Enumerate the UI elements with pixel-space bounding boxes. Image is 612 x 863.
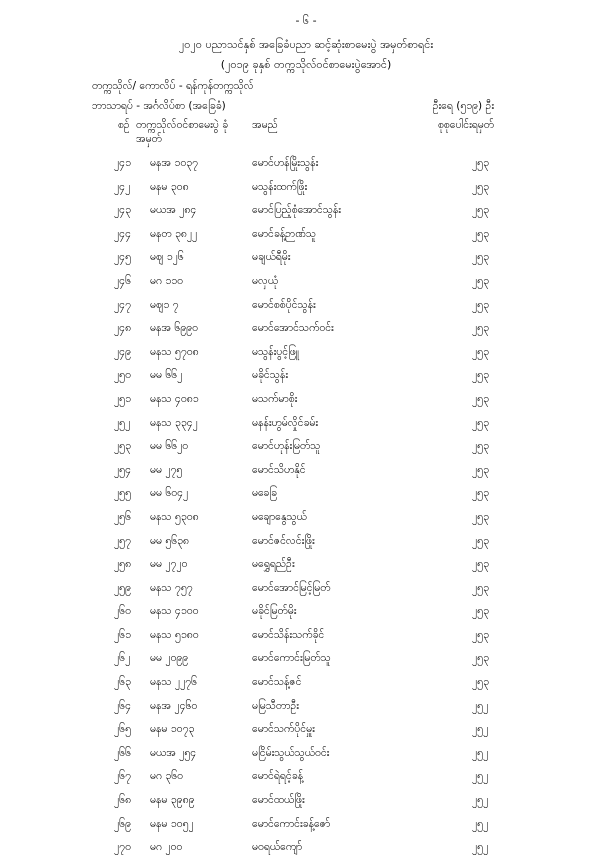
row-name: မောင်ကောင်းခန့်ဇော်: [252, 817, 331, 830]
row-serial: ၂၅၁: [114, 392, 131, 405]
row-name: မခိုင်သွန်း: [252, 369, 288, 382]
table-row: [0, 839, 612, 863]
row-total-marks: ၂၅၃: [472, 227, 489, 240]
table-row: [0, 721, 612, 745]
row-serial: ၂၄၇: [114, 298, 131, 311]
row-roll-number: မနမ ၁၀၅၂: [150, 817, 194, 830]
table-row: [0, 485, 612, 509]
table-row: [0, 273, 612, 297]
row-roll-number: မနသ ၅၃၀၈: [150, 510, 199, 523]
table-row: [0, 344, 612, 368]
row-serial: ၂၇၀: [114, 841, 131, 854]
row-name: မောင်ပြည့်စုံအောင်သွန်း: [252, 204, 341, 217]
row-name: မောင်ထယ်ဖြိုး: [252, 794, 305, 807]
document-subtitle: (၂၀၁၉ ခုနှစ် တက္ကသိုလ်ဝင်စာမေးပွဲအောင်): [220, 58, 392, 71]
row-name: မသွန်းထက်ဖြိုး: [252, 180, 308, 193]
row-name: မမြသီတာဦး: [252, 699, 299, 712]
table-row: [0, 320, 612, 344]
row-total-marks: ၂၅၃: [472, 392, 489, 405]
row-roll-number: မနအ ၁၀၃၇: [150, 157, 199, 169]
row-name: မောင်သန့်ဇင်: [252, 676, 302, 689]
row-roll-number: မနသ ၄၀၈၁: [150, 392, 199, 405]
row-total-marks: ၂၅၃: [472, 558, 489, 571]
row-roll-number: မဈ ၁၂၆: [150, 251, 184, 264]
row-total-marks: ၂၅၃: [472, 676, 489, 689]
table-row: [0, 603, 612, 627]
table-row: [0, 792, 612, 816]
row-roll-number: မမ ၂၇၅: [150, 463, 183, 476]
row-roll-number: မနသ ၃၃၄၂: [150, 416, 198, 429]
row-roll-number: မမ ၂၀၉၉: [150, 652, 189, 665]
table-row: [0, 367, 612, 391]
row-serial: ၂၄၂: [114, 180, 131, 193]
row-roll-number: မနအ ၆၉၉၀: [150, 322, 199, 335]
document-title: ၂၀၂၀ ပညာသင်နှစ် အခြေခံပညာ ဆင့်ဆုံးစာမေးပွဲ အမှတ်စာရင်း: [178, 38, 434, 51]
table-row: [0, 249, 612, 273]
row-name: မောင်အောင်မြင့်မြတ်: [252, 581, 331, 594]
row-total-marks: ၂၅၃: [472, 628, 489, 641]
row-roll-number: မနသ ၇၅၇: [150, 581, 193, 594]
row-serial: ၂၅၉: [114, 581, 131, 594]
row-total-marks: ၂၅၂: [472, 817, 489, 830]
row-name: မရွှေရည်ဦး: [252, 558, 295, 571]
row-serial: ၂၆၈: [114, 794, 132, 807]
table-row: [0, 768, 612, 792]
row-roll-number: မနသ ၄၁၀၀: [150, 605, 199, 618]
row-total-marks: ၂၅၂: [472, 699, 489, 712]
row-name: မောင်ခန့်ဉာဏ်သူ: [252, 227, 317, 240]
row-name: မောင်ဇင်လင်းဖြိုး: [252, 534, 315, 547]
row-serial: ၂၄၈: [114, 322, 132, 335]
row-serial: ၂၆၀: [114, 605, 131, 618]
row-name: မနန်းဟွမ်လှိုင်ခမ်း: [252, 416, 319, 429]
row-serial: ၂၅၄: [114, 463, 131, 476]
row-roll-number: မယအ ၂၅၄: [150, 746, 197, 759]
table-row: [0, 462, 612, 486]
row-total-marks: ၂၅၃: [472, 157, 489, 169]
table-row: [0, 415, 612, 439]
row-name: မောင်သိန်းသက်ခိုင်: [252, 628, 325, 641]
total-count: ဦးရေ (၅၁၉) ဦး: [432, 100, 494, 112]
row-name: မချယ်ရီမိုး: [252, 251, 291, 264]
header-name: အမည်: [252, 119, 278, 131]
row-total-marks: ၂၅၃: [472, 204, 489, 217]
row-total-marks: ၂၅၃: [472, 322, 489, 335]
row-roll-number: မနမ ၁၀၇၃: [150, 723, 195, 736]
table-row: [0, 627, 612, 651]
table-row: [0, 745, 612, 769]
row-serial: ၂၄၉: [114, 345, 131, 358]
row-roll-number: မဂ ၃၆၀: [150, 770, 184, 783]
row-total-marks: ၂၅၃: [472, 487, 489, 500]
header-serial: စဉ်: [118, 119, 130, 131]
table-row: [0, 297, 612, 321]
row-total-marks: ၂၅၃: [472, 510, 489, 523]
row-serial: ၂၅၃: [114, 440, 131, 453]
row-name: မခေခြ: [252, 487, 277, 500]
table-row: [0, 698, 612, 722]
row-total-marks: ၂၅၃: [472, 652, 489, 665]
table-row: [0, 533, 612, 557]
row-total-marks: ၂၅၃: [472, 369, 489, 382]
row-roll-number: မနမ ၃၉၈၉: [150, 794, 195, 807]
table-row: [0, 226, 612, 250]
row-roll-number: မမ ၅၆၃၈: [150, 534, 190, 547]
row-roll-number: မမ ၆၀၄၂: [150, 487, 189, 500]
row-total-marks: ၂၅၂: [472, 723, 489, 736]
row-total-marks: ၂၅၃: [472, 463, 489, 476]
row-serial: ၂၆၁: [114, 628, 131, 641]
row-serial: ၂၆၆: [114, 746, 131, 759]
table-row: [0, 509, 612, 533]
row-roll-number: မမ ၂၇၂၀: [150, 558, 188, 571]
row-roll-number: မနသ ၅၁၈၀: [150, 628, 199, 641]
row-name: မဝရယ်ကျော်: [252, 841, 303, 854]
row-roll-number: မနမ ၃၀၈: [150, 180, 189, 193]
university-line: တက္ကသိုလ်/ ကောလိပ် - ရန်ကုန်တက္ကသိုလ်: [92, 80, 254, 92]
row-total-marks: ၂၅၂: [472, 770, 489, 783]
table-row: [0, 556, 612, 580]
row-serial: ၂၆၇: [114, 770, 131, 783]
row-roll-number: မနသ ၅၇၀၈: [150, 345, 199, 358]
row-name: မောင်သိဟနိုင်: [252, 463, 306, 476]
row-serial: ၂၆၄: [114, 699, 131, 712]
row-total-marks: ၂၅၃: [472, 180, 489, 193]
row-serial: ၂၄၁: [114, 157, 131, 169]
row-name: မောင်စစ်ပိုင်သွန်း: [252, 298, 316, 311]
row-total-marks: ၂၅၃: [472, 274, 489, 287]
row-total-marks: ၂၅၃: [472, 581, 489, 594]
row-total-marks: ၂၅၃: [472, 605, 489, 618]
row-roll-number: မနအ ၂၄၆၀: [150, 699, 198, 712]
row-roll-number: မနသ ၂၂၇၆: [150, 676, 198, 689]
header-total-marks: စုစုပေါင်းရမှတ်: [437, 119, 494, 131]
row-total-marks: ၂၅၂: [472, 746, 489, 759]
row-roll-number: မမ ၆၆၂၀: [150, 440, 189, 453]
row-name: မောင်ရဲရင့်ခန့်: [252, 770, 304, 783]
table-row: [0, 155, 612, 179]
row-total-marks: ၂၅၂: [472, 794, 489, 807]
table-row: [0, 179, 612, 203]
row-serial: ၂၄၆: [114, 274, 131, 287]
row-roll-number: မနတ ၃၈၂၂: [150, 227, 198, 240]
row-serial: ၂၆၃: [114, 676, 131, 689]
row-serial: ၂၅၆: [114, 510, 131, 523]
row-name: မလှယုံ: [252, 274, 279, 287]
row-name: မောင်ကောင်းမြတ်သူ: [252, 652, 331, 665]
row-roll-number: မမ ၆၆၂: [150, 369, 183, 382]
subject-line: ဘာသာရပ် - အင်္ဂလိပ်စာ (အခြေခံ): [92, 100, 226, 112]
row-roll-number: မဂ ၁၁၀: [150, 274, 184, 287]
table-row: [0, 816, 612, 840]
row-total-marks: ၂၅၃: [472, 416, 489, 429]
row-name: မောင်သက်ပိုင်မှူး: [252, 723, 315, 736]
row-roll-number: မဈ၁ ၇: [150, 298, 179, 311]
row-name: မောင်ဟုန်းမြတ်သူ: [252, 440, 321, 453]
results-table: [0, 155, 612, 863]
row-total-marks: ၂၅၃: [472, 345, 489, 358]
row-name: မသက်မာစိုး: [252, 392, 298, 405]
table-row: [0, 202, 612, 226]
row-serial: ၂၄၄: [114, 227, 131, 240]
row-serial: ၂၅၂: [114, 416, 131, 429]
row-name: မငြိမ်းသွယ်သွယ်ဝင်း: [252, 746, 330, 759]
row-serial: ၂၅၈: [114, 558, 132, 571]
row-serial: ၂၄၃: [114, 204, 131, 217]
row-serial: ၂၆၂: [114, 652, 131, 665]
table-row: [0, 650, 612, 674]
row-serial: ၂၄၅: [114, 251, 131, 264]
row-total-marks: ၂၅၂: [472, 841, 489, 854]
header-roll-number: တက္ကသိုလ်ဝင်စာမေးပွဲ ခုံအမှတ်: [136, 119, 229, 145]
row-name: မချောနွေသွယ်: [252, 510, 307, 523]
table-row: [0, 438, 612, 462]
row-name: မခိုင်မြတ်မိုး: [252, 605, 297, 618]
row-total-marks: ၂၅၃: [472, 534, 489, 547]
row-name: မောင်အောင်သက်ဝင်း: [252, 322, 334, 335]
table-row: [0, 391, 612, 415]
row-total-marks: ၂၅၃: [472, 298, 489, 311]
row-serial: ၂၅၇: [114, 534, 131, 547]
row-serial: ၂၆၉: [114, 817, 131, 830]
table-row: [0, 674, 612, 698]
row-name: မသွန်းပွင့်ဖြူ: [252, 345, 299, 358]
row-total-marks: ၂၅၃: [472, 440, 489, 453]
row-name: မောင်ဟန်မြိုးသွန်း: [252, 157, 319, 169]
page-number: - ၆ -: [295, 14, 317, 27]
row-total-marks: ၂၅၃: [472, 251, 489, 264]
row-serial: ၂၆၅: [114, 723, 131, 736]
row-roll-number: မယအ ၂၈၄: [150, 204, 197, 217]
table-row: [0, 580, 612, 604]
row-serial: ၂၅၅: [114, 487, 131, 500]
row-roll-number: မဂ ၂၀၀: [150, 841, 183, 854]
row-serial: ၂၅၀: [114, 369, 131, 382]
